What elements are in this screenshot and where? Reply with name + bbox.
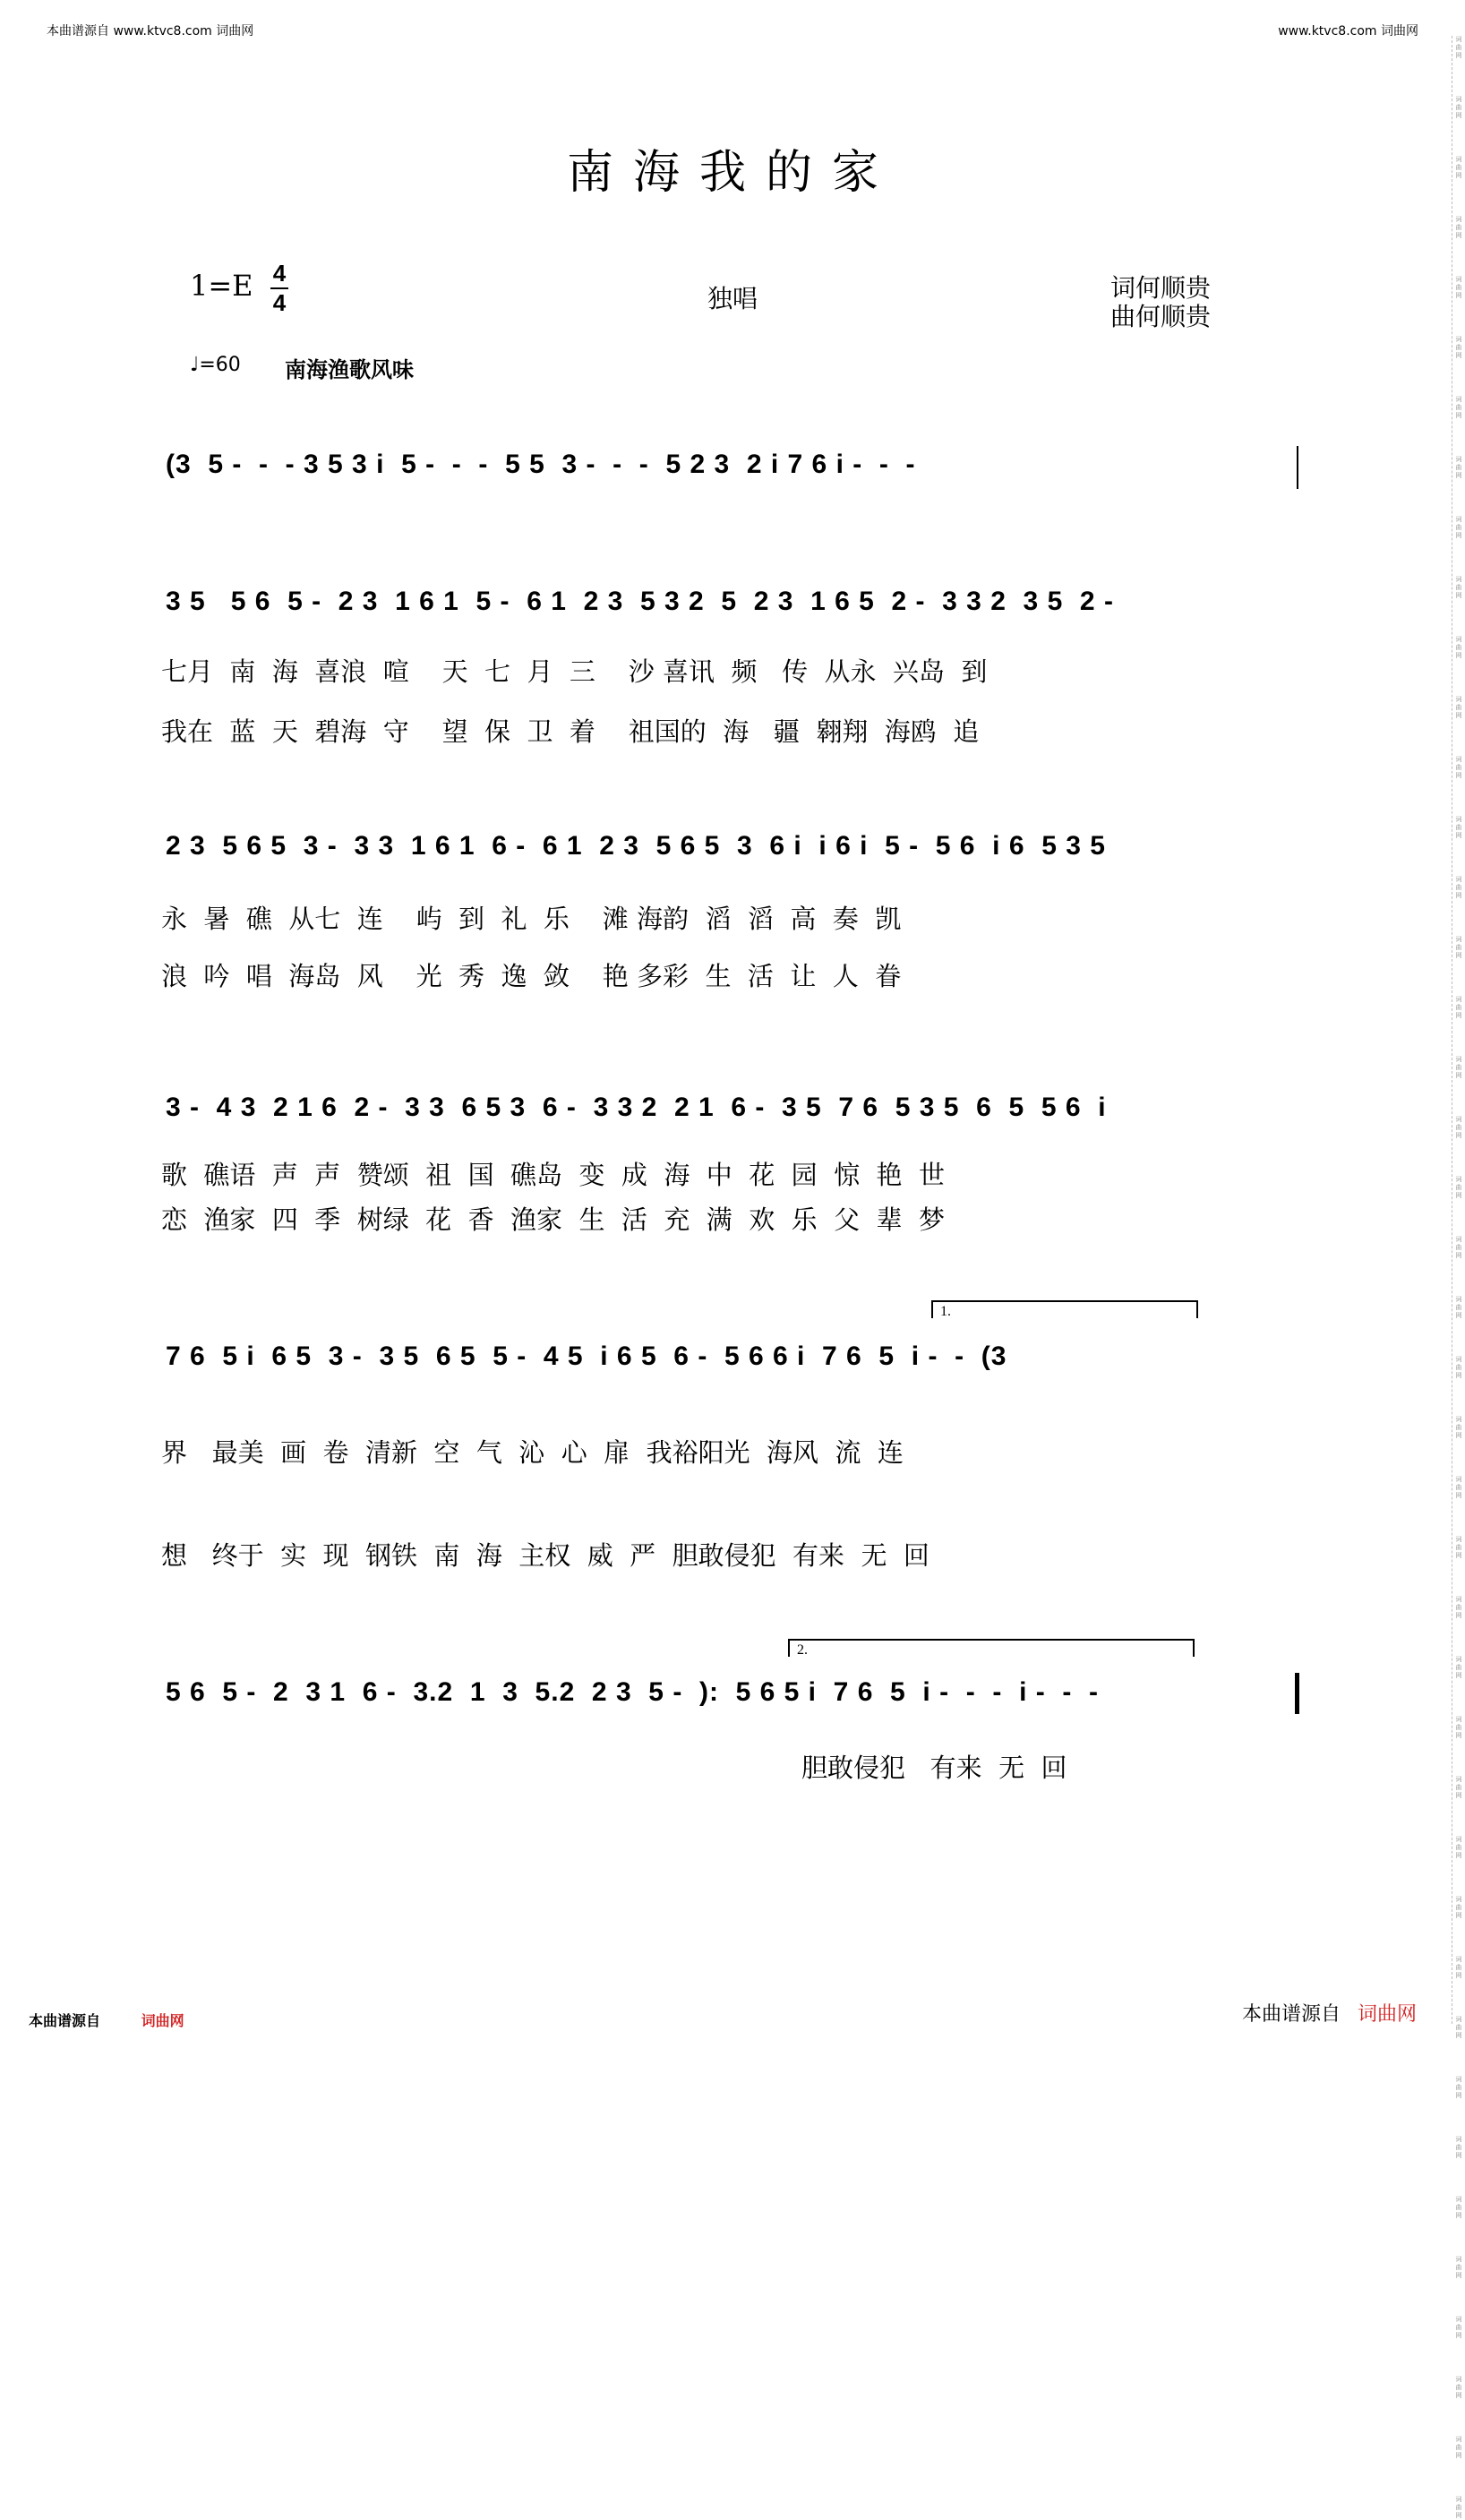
header-site-name: 词曲网 (1381, 24, 1418, 39)
side-watermark-text: 词 曲 网 (1455, 1236, 1462, 1259)
side-watermark-text: 词 曲 网 (1455, 2196, 1462, 2219)
performance-type: 独唱 (707, 284, 758, 313)
header-source-right (1278, 21, 1418, 39)
side-watermark-text: 词 曲 网 (1455, 516, 1462, 539)
lyric-verse1-line1: 七月 南 海 喜浪 喧 天 七 月 三 沙 喜讯 频 传 从永 兴岛 到 (161, 656, 988, 687)
footer-source-left (29, 2010, 184, 2030)
first-ending-label: 1. (940, 1304, 951, 1319)
composer-credit: 曲何顺贵 (1110, 302, 1212, 331)
side-watermark-text: 词 曲 网 (1455, 1536, 1462, 1559)
second-ending-label: 2. (797, 1642, 808, 1658)
side-watermark-text: 词 曲 网 (1455, 576, 1462, 599)
lyric-verse2-line3: 恋 渔家 四 季 树绿 花 香 渔家 生 活 充 满 欢 乐 父 辈 梦 (161, 1204, 945, 1235)
footer-source-right (1242, 1999, 1417, 2027)
score-system-6: 5 6 5 - 2 3 1 6 - 3.2 1 3 5.2 2 3 5 - ): 5 6 5 i 7 6 5 i - - - i - - - (166, 1677, 1100, 1707)
side-watermark-text: 词 曲 网 (1455, 2076, 1462, 2099)
side-watermark-text: 词 曲 网 (1455, 276, 1462, 299)
lyricist-credit: 词何顺贵 (1110, 273, 1212, 303)
side-watermark-text: 词 曲 网 (1455, 1836, 1462, 1859)
side-watermark-text: 词 曲 网 (1455, 1116, 1462, 1139)
side-watermark-text: 词 曲 网 (1455, 816, 1462, 839)
side-watermark-text: 词 曲 网 (1455, 2316, 1462, 2339)
lyric-verse2-line1: 我在 蓝 天 碧海 守 望 保 卫 着 祖国的 海 疆 翱翔 海鸥 追 (161, 716, 980, 747)
time-signature (269, 260, 290, 317)
key-signature: 1=E (190, 269, 253, 303)
lyric-verse2-line2: 浪 吟 唱 海岛 风 光 秀 逸 敛 艳 多彩 生 活 让 人 眷 (161, 961, 902, 991)
side-watermark-text: 词 曲 网 (1455, 756, 1462, 779)
side-watermark-text: 词 曲 网 (1455, 1776, 1462, 1799)
side-watermark-text: 词 曲 网 (1455, 1176, 1462, 1199)
side-watermark-text: 词 曲 网 (1455, 1656, 1462, 1679)
header-source-label: 本曲谱源自 (47, 24, 109, 39)
tempo-marking: ♩=60 (190, 354, 241, 376)
side-watermark-text: 词 曲 网 (1455, 36, 1462, 59)
side-watermark-text: 词 曲 网 (1455, 2496, 1462, 2519)
lyric-ending-line: 胆敢侵犯 有来 无 回 (801, 1753, 1067, 1783)
score-system-1: (3 5 - - - 3 5 3 i 5 - - - 5 5 3 - - - 5 2 3 2 i 7 6 i - - - (166, 450, 924, 479)
score-system-2: 3 5 5 6 5 - 2 3 1 6 1 5 - 6 1 2 3 5 3 2 5 2 3 1 6 5 2 - 3 3 2 3 5 2 - (166, 587, 1114, 616)
side-watermark-text: 词 曲 网 (1455, 156, 1462, 179)
second-ending-bracket (788, 1639, 1195, 1657)
side-watermark-text: 词 曲 网 (1455, 1416, 1462, 1439)
footer-source-label-right: 本曲谱源自 (1241, 2003, 1341, 2026)
side-watermark-text: 词 曲 网 (1455, 2016, 1462, 2039)
side-watermark-text: 词 曲 网 (1455, 336, 1462, 359)
side-watermark-text: 词 曲 网 (1455, 1896, 1462, 1919)
lyric-verse1-line3: 歌 礁语 声 声 赞颂 祖 国 礁岛 变 成 海 中 花 园 惊 艳 世 (161, 1160, 945, 1190)
header-source-left (47, 21, 253, 39)
footer-source-label: 本曲谱源自 (29, 2012, 101, 2029)
side-watermark-text: 词 曲 网 (1455, 1356, 1462, 1379)
side-watermark-text: 词 曲 网 (1455, 1056, 1462, 1079)
side-watermark-text: 词 曲 网 (1455, 1476, 1462, 1499)
first-ending-bracket (931, 1300, 1198, 1318)
time-signature-bottom: 4 (272, 289, 287, 316)
side-watermark-text: 词 曲 网 (1455, 96, 1462, 119)
time-signature-top: 4 (272, 260, 287, 287)
side-watermark-text: 词 曲 网 (1455, 1596, 1462, 1619)
side-watermark-text: 词 曲 网 (1455, 2436, 1462, 2459)
side-watermark-text: 词 曲 网 (1455, 1716, 1462, 1739)
final-barline (1295, 1673, 1299, 1714)
footer-site-name[interactable]: 词曲网 (141, 2012, 184, 2029)
side-watermark-text: 词 曲 网 (1455, 2136, 1462, 2159)
side-watermark-text: 词 曲 网 (1455, 876, 1462, 899)
barline (1297, 446, 1298, 489)
side-watermark-text: 词 曲 网 (1455, 996, 1462, 1019)
score-system-4: 3 - 4 3 2 1 6 2 - 3 3 6 5 3 6 - 3 3 2 2 1 6 - 3 5 7 6 5 3 5 6 5 5 6 i (166, 1093, 1107, 1122)
side-watermark-text: 词 曲 网 (1455, 636, 1462, 659)
side-watermark-strip (1452, 36, 1465, 2519)
style-marking: 南海渔歌风味 (285, 357, 414, 382)
song-title: 南海我的家 (566, 146, 898, 200)
side-watermark-text: 词 曲 网 (1455, 696, 1462, 719)
footer-site-name-right[interactable]: 词曲网 (1357, 2003, 1417, 2026)
lyric-verse2-line4: 想 终于 实 现 钢铁 南 海 主权 威 严 胆敢侵犯 有来 无 回 (161, 1540, 930, 1571)
score-system-3: 2 3 5 6 5 3 - 3 3 1 6 1 6 - 6 1 2 3 5 6 5 3 6 i i 6 i 5 - 5 6 i 6 5 3 5 (166, 831, 1106, 861)
side-watermark-text: 词 曲 网 (1455, 1956, 1462, 1979)
side-watermark-text: 词 曲 网 (1455, 396, 1462, 419)
score-system-5: 7 6 5 i 6 5 3 - 3 5 6 5 5 - 4 5 i 6 5 6 - 5 6 6 i 7 6 5 i - - (3 (166, 1341, 1007, 1371)
lyric-verse1-line2: 永 暑 礁 从七 连 屿 到 礼 乐 滩 海韵 滔 滔 高 奏 凯 (161, 904, 902, 934)
lyric-verse1-line4: 界 最美 画 卷 清新 空 气 沁 心 扉 我裕阳光 海风 流 连 (161, 1437, 904, 1468)
side-watermark-text: 词 曲 网 (1455, 936, 1462, 959)
header-site-url[interactable]: www.ktvc8.com (1278, 24, 1377, 39)
header-source-site[interactable]: www.ktvc8.com 词曲网 (113, 24, 254, 39)
side-watermark-text: 词 曲 网 (1455, 216, 1462, 239)
side-watermark-text: 词 曲 网 (1455, 456, 1462, 479)
side-watermark-text: 词 曲 网 (1455, 2376, 1462, 2399)
side-watermark-text: 词 曲 网 (1455, 1296, 1462, 1319)
side-watermark-text: 词 曲 网 (1455, 2256, 1462, 2279)
